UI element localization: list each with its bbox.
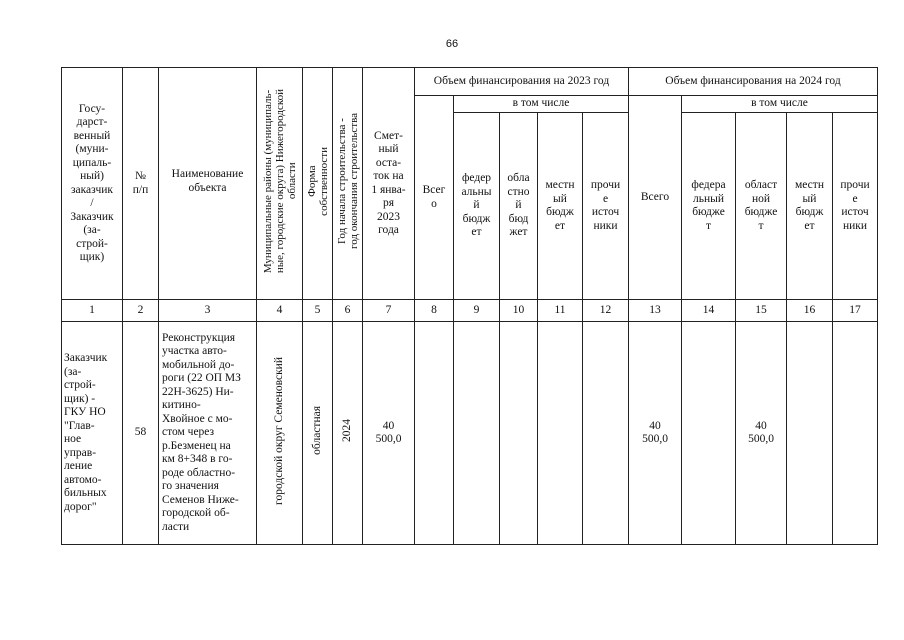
header-other-2024: прочи е источ ники [833, 113, 878, 300]
table-row [62, 322, 878, 545]
row-ownership-text: областная [310, 406, 323, 456]
financing-table [61, 67, 878, 545]
column-number: 13 [629, 300, 682, 322]
header-federal-2024: федера льный бюдже т [682, 113, 736, 300]
column-number: 7 [363, 300, 415, 322]
row-district [257, 322, 303, 545]
header-local-2024: местн ый бюдж ет [787, 113, 833, 300]
row-other-2024 [833, 322, 878, 545]
column-number: 5 [303, 300, 333, 322]
column-number: 17 [833, 300, 878, 322]
column-number: 14 [682, 300, 736, 322]
row-regional-2024: 40 500,0 [736, 322, 787, 545]
header-customer: Госу- дарст- венный (муни- ципаль- ный) заказчик / Заказчик (за- строй- щик) [62, 68, 123, 300]
column-number: 15 [736, 300, 787, 322]
row-local-2024 [787, 322, 833, 545]
column-number: 12 [583, 300, 629, 322]
header-object: Наименование объекта [159, 68, 257, 300]
header-local-2023: местн ый бюдж ет [538, 113, 583, 300]
header-row-groups [62, 68, 878, 96]
header-federal-2023: федер альны й бюдж ет [454, 113, 500, 300]
row-object: Реконструкция участка авто- мобильной до- роги (22 ОП МЗ 22Н-3625) Ни- китино- Хвойное с мо- стом через р.Безменец на км 8+348 в го- роде областно- го значения Семенов Ниже- городской об- ласти [159, 322, 257, 545]
column-number: 6 [333, 300, 363, 322]
row-year [333, 322, 363, 545]
header-districts-text: Муниципальные районы (муниципаль- ные, городские округа) Нижегородской области [261, 89, 298, 274]
header-including-2024: в том числе [682, 96, 878, 113]
column-number: 10 [500, 300, 538, 322]
header-total-2023: Всег о [415, 96, 454, 300]
header-remainder: Смет- ный оста- ток на 1 янва- ря 2023 года [363, 68, 415, 300]
column-number: 16 [787, 300, 833, 322]
row-district-text: городской округ Семеновский [272, 356, 285, 505]
column-number: 2 [123, 300, 159, 322]
header-number: № п/п [123, 68, 159, 300]
header-ownership-text: Форма собственности [305, 146, 330, 216]
header-years-text: Год начала строительства - год окончания строительства [335, 113, 360, 250]
page-number: 66 [445, 38, 459, 50]
header-group-2024: Объем финансирования на 2024 год [629, 68, 878, 96]
header-other-2023: прочи е источ ники [583, 113, 629, 300]
row-customer: Заказчик (за- строй- щик) - ГКУ НО "Глав- ное управ- ление автомо- бильных дорог" [62, 322, 123, 545]
row-number: 58 [123, 322, 159, 545]
row-local-2023 [538, 322, 583, 545]
header-group-2023: Объем финансирования на 2023 год [415, 68, 629, 96]
row-total-2023 [415, 322, 454, 545]
column-number: 11 [538, 300, 583, 322]
header-including-2023: в том числе [454, 96, 629, 113]
column-number: 4 [257, 300, 303, 322]
column-number: 8 [415, 300, 454, 322]
row-total-2024: 40 500,0 [629, 322, 682, 545]
column-number: 3 [159, 300, 257, 322]
header-regional-2023: обла стно й бюд жет [500, 113, 538, 300]
column-number: 9 [454, 300, 500, 322]
header-ownership [303, 68, 333, 300]
row-regional-2023 [500, 322, 538, 545]
row-remainder: 40 500,0 [363, 322, 415, 545]
row-federal-2023 [454, 322, 500, 545]
header-years [333, 68, 363, 300]
row-other-2023 [583, 322, 629, 545]
column-number-row [62, 300, 878, 322]
row-year-text: 2024 [340, 419, 353, 443]
row-ownership [303, 322, 333, 545]
header-total-2024: Всего [629, 96, 682, 300]
header-districts [257, 68, 303, 300]
header-regional-2024: област ной бюдже т [736, 113, 787, 300]
column-number: 1 [62, 300, 123, 322]
row-federal-2024 [682, 322, 736, 545]
